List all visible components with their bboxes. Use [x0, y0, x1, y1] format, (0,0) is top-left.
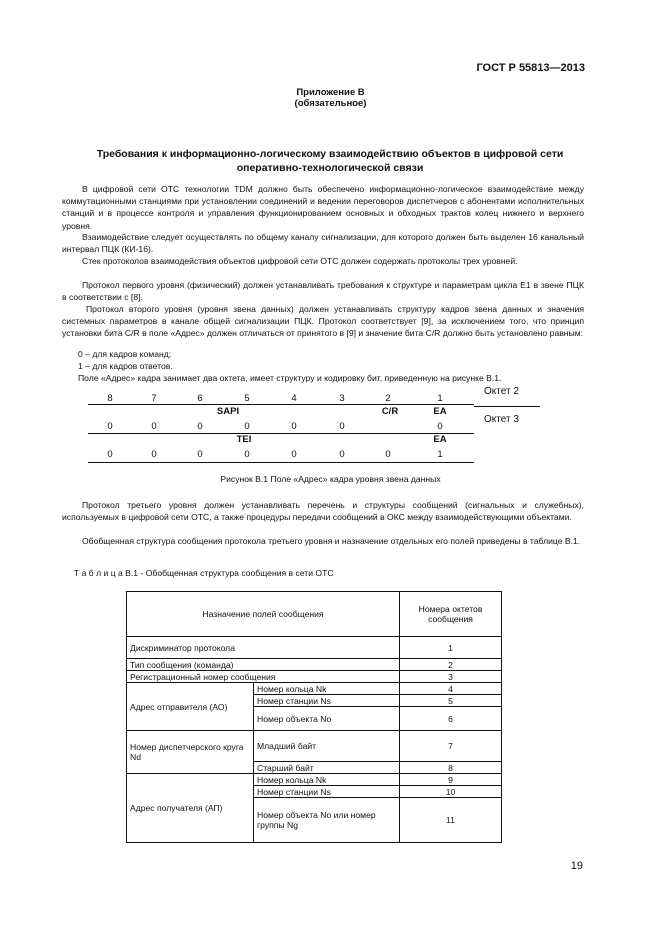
- row-receiver-station-num: 10: [400, 786, 502, 798]
- table-row: [127, 774, 502, 786]
- paragraph-7: Протокол третьего уровня должен устанавливать перечень и структуры сообщений (сигнальных и служебных), используемых в цифровой сети ОТС, а также процедуры передачи сообщений в ОКС между взаимодействующими объектами.: [62, 500, 584, 523]
- row-message-type-num: 2: [400, 659, 502, 671]
- row-sender-object: Номер объекта No: [254, 707, 400, 731]
- standard-number: ГОСТ Р 55813—2013: [476, 62, 585, 74]
- row-receiver-station: Номер станции Ns: [254, 786, 400, 798]
- octet3-label: Октет 3: [484, 414, 519, 425]
- bit-value: 0: [339, 421, 345, 432]
- command-frames-line: 0 – для кадров команд;: [78, 349, 172, 359]
- figure-bottom-rule: [88, 462, 474, 463]
- paragraph-2: Взаимодействие следует осуществлять по общему каналу сигнализации, для которого должен быть выделен 16 канальный интервал ПЦК (КИ-16).: [62, 232, 584, 255]
- response-frames-line: 1 – для кадров ответов.: [78, 361, 173, 371]
- table-row: [127, 671, 502, 683]
- bit-number: 5: [244, 393, 250, 404]
- paragraph-5: Протокол второго уровня (уровня звена данных) должен устанавливать структуру кадров звена данных и значения системных параметров в канале общей сигнализации ПЦК. Протокол соответствует [9], за исключением того, что принцип установки бита C/R в поле «Адрес» должен отличаться от принятого в [9] и значение бита C/R должно быть установлено равным:: [62, 304, 584, 339]
- row-low-byte: Младший байт: [254, 731, 400, 762]
- bit-value: 0: [197, 449, 203, 460]
- bit-value: 0: [244, 449, 250, 460]
- sapi-label: SAPI: [216, 406, 240, 417]
- row-receiver-object: Номер объекта No или номер группы Ng: [254, 798, 400, 843]
- annex-status: (обязательное): [294, 98, 367, 109]
- row-receiver-ring: Номер кольца Nk: [254, 774, 400, 786]
- bit-value: 0: [244, 421, 250, 432]
- bit-value: 0: [107, 421, 113, 432]
- row-high-byte-num: 8: [400, 762, 502, 774]
- row-receiver-object-num: 11: [400, 798, 502, 843]
- group-dispatcher-circle: Номер диспетчерского круга Nd: [127, 731, 254, 774]
- row-sender-object-num: 6: [400, 707, 502, 731]
- bit-value: 0: [107, 449, 113, 460]
- bit-value: 0: [197, 421, 203, 432]
- bit-value: 0: [339, 449, 345, 460]
- section-title-line1: Требования к информационно-логическому взаимодействию объектов в цифровой сети: [96, 148, 564, 160]
- figure-mid-rule: [88, 433, 474, 434]
- paragraph-6: Поле «Адрес» кадра занимает два октета, имеет структуру и кодировку бит, приведенную на рисунке В.1.: [78, 373, 502, 383]
- section-title-line2: оперативно-технологической связи: [236, 162, 424, 174]
- header-field-purpose: Назначение полей сообщения: [127, 592, 400, 637]
- row-sender-station-num: 5: [400, 695, 502, 707]
- address-field-figure: [88, 392, 474, 434]
- paragraph-3: Стек протоколов взаимодействия объектов цифровой сети ОТС должен содержать протоколы трех уровней.: [82, 256, 518, 266]
- row-sender-station: Номер станции Ns: [254, 695, 400, 707]
- group-sender-address: Адрес отправителя (АО): [127, 683, 254, 731]
- table-row: [127, 683, 502, 695]
- table-caption: Т а б л и ц а В.1 - Обобщенная структура сообщения в сети ОТС: [74, 568, 334, 578]
- bit-number: 6: [197, 393, 203, 404]
- bit-value: 0: [291, 421, 297, 432]
- bit-value: 0: [291, 449, 297, 460]
- bit-number: 2: [385, 393, 391, 404]
- bit-value: 0: [151, 421, 157, 432]
- table-row: [127, 659, 502, 671]
- row-sender-ring-num: 4: [400, 683, 502, 695]
- row-discriminator: Дискриминатор протокола: [127, 637, 400, 659]
- bit-value: 0: [437, 421, 443, 432]
- cr-label: C/R: [381, 406, 399, 417]
- row-message-type: Тип сообщения (команда): [127, 659, 400, 671]
- table-row: [127, 731, 502, 762]
- row-high-byte: Старший байт: [254, 762, 400, 774]
- paragraph-8: Обобщенная структура сообщения протокола третьего уровня и назначение отдельных его полей приведены в таблице В.1.: [82, 536, 581, 546]
- row-receiver-ring-num: 9: [400, 774, 502, 786]
- octet2-label: Октет 2: [484, 386, 519, 397]
- page-number: 19: [570, 860, 583, 872]
- bit-value: 0: [385, 449, 391, 460]
- bit-number: 4: [291, 393, 297, 404]
- paragraph-4: Протокол первого уровня (физический) должен устанавливать требования к структуре и параметрам цикла Е1 в звене ПЦК в соответствии с [8].: [62, 280, 584, 303]
- table-row: [127, 637, 502, 659]
- bit-number: 8: [107, 393, 113, 404]
- figure-caption: Рисунок В.1 Поле «Адрес» кадра уровня звена данных: [220, 474, 441, 484]
- group-receiver-address: Адрес получателя (АП): [127, 774, 254, 843]
- message-structure-table: [126, 591, 502, 843]
- ea-label-octet2: EA: [433, 406, 447, 417]
- annex-title: Приложение В: [296, 87, 365, 98]
- paragraph-1: В цифровой сети ОТС технологии TDM должно быть обеспечено информационно-логическое взаимодействие между коммутационными станциями при установлении соединений и ведении переговоров диспетчеров с абонентами исполнительных станций и в процессе контроля и управления функционированием основных и обходных трактов колец нижнего и верхнего уровня.: [62, 184, 584, 231]
- ea-label-octet3: EA: [433, 434, 447, 445]
- row-registration: Регистрационный номер сообщения: [127, 671, 400, 683]
- row-discriminator-num: 1: [400, 637, 502, 659]
- row-registration-num: 3: [400, 671, 502, 683]
- bit-value: 1: [437, 449, 443, 460]
- row-sender-ring: Номер кольца Nk: [254, 683, 400, 695]
- bit-number: 1: [437, 393, 443, 404]
- row-low-byte-num: 7: [400, 731, 502, 762]
- header-octet-numbers: Номера октетов сообщения: [400, 592, 502, 637]
- bit-number: 3: [339, 393, 345, 404]
- octet-divider-line: [474, 406, 540, 407]
- table-header-row: [127, 592, 502, 637]
- bit-value: 0: [151, 449, 157, 460]
- figure-top-rule: [88, 404, 474, 405]
- bit-number: 7: [151, 393, 157, 404]
- tei-label: TEI: [236, 434, 252, 445]
